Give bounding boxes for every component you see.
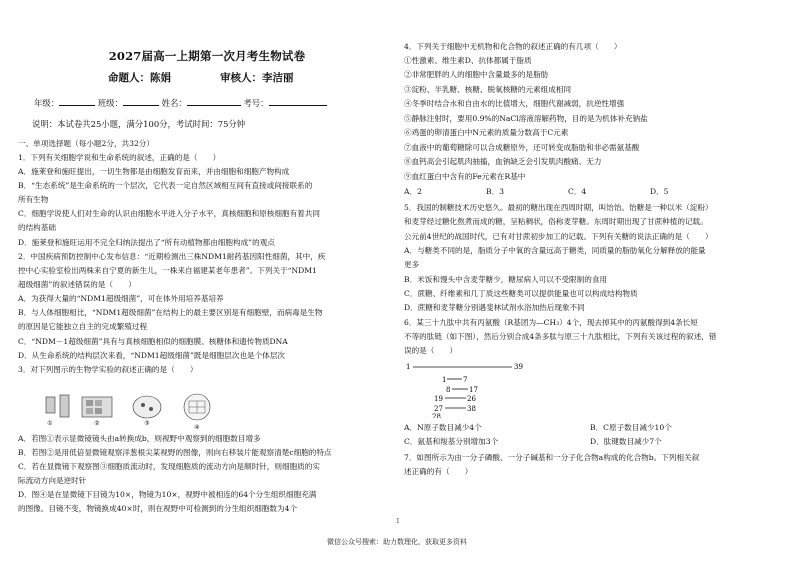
figure-label-3: ③ <box>144 420 150 427</box>
text-line: 所有生物 <box>18 195 49 204</box>
text-line: D．图④是在显微镜下目镜为10×，物镜为10×，视野中被相连的64个分生组织细胞充满 <box>18 490 317 499</box>
text-line: 7．如图所示为由一分子磷酸、一分子碱基和一分子化合物a构成的化合物b。下列相关叙 <box>404 453 700 462</box>
peptide-diagram <box>404 358 604 418</box>
label-1b: 1 <box>442 376 447 384</box>
exam-no-label: 考号： <box>243 98 269 108</box>
text-line: ⑧血钙高会引起肌肉抽搐，血钠缺乏会引发肌肉酸痛、无力 <box>404 157 602 166</box>
text-line: 误的是（ ） <box>404 346 458 355</box>
text-line: ①性激素、维生素D、抗体都属于脂质 <box>404 56 532 65</box>
option-a[interactable]: A．N原子数目减少4个 <box>404 423 482 432</box>
exam-no-field[interactable] <box>269 96 327 106</box>
label-19: 19 <box>434 395 443 403</box>
text-line: C．“NDM－1超级细菌”具有与真核细胞相似的细胞膜、核糖体和遗传物质DNA <box>18 337 288 346</box>
q6-options-row2 <box>404 435 776 449</box>
option-a[interactable]: A．2 <box>404 187 422 196</box>
text-line: ⑤静脉注射时，要用0.9%的NaCl溶液溶解药物，目的是为机体补充钠盐 <box>404 114 648 123</box>
option-b[interactable]: B．C原子数目减少10个 <box>590 423 672 432</box>
label-7: 7 <box>463 376 468 384</box>
text-line: ③淀粉、半乳糖、核糖、脱氧核糖的元素组成相同 <box>404 85 572 94</box>
text-line: 的原因是它能独立自主的完成繁殖过程 <box>18 322 148 331</box>
text-line: C．蔗糖、纤维素和几丁质这些糖类可以提供能量也可以构成结构物质 <box>404 289 638 298</box>
option-c[interactable]: C．4 <box>568 187 587 196</box>
label-17: 17 <box>469 386 478 394</box>
instructions: 说明：本试卷共25小题，满分100分，考试时间：75分钟 <box>32 119 246 129</box>
label-27: 27 <box>434 405 443 413</box>
text-line: A．与糖类不同的是，脂质分子中氧的含量远高于糖类，同质量的脂肪氧化分解释放的能量 <box>404 246 706 255</box>
page-number: 1 <box>396 518 400 525</box>
name-field[interactable] <box>187 96 241 106</box>
option-d[interactable]: D．5 <box>650 187 669 196</box>
grade-field[interactable] <box>59 96 95 106</box>
text-line: B．与人体细胞相比，“NDM1超级细菌”在结构上的最主要区别是有细胞壁，而病毒是生物 <box>18 308 323 317</box>
author-label: 命题人：陈娟 <box>108 72 171 84</box>
figure-label-4: ④ <box>194 424 200 431</box>
option-b[interactable]: B．3 <box>486 187 505 196</box>
text-line: A．施莱登和施旺提出，一切生物都是由细胞发育而来，并由细胞和细胞产物构成 <box>18 167 290 176</box>
text-line: A．若图①表示显微镜镜头由a转换成b，则视野中观察到的细胞数目增多 <box>18 434 261 443</box>
text-line: B．“生态系统”是生命系统的一个层次，它代表一定自然区域相互间有直接或间接联系的 <box>18 181 313 190</box>
grade-label: 年级： <box>34 98 60 108</box>
label-39: 39 <box>514 363 523 371</box>
text-line: 4．下列关于细胞中无机物和化合物的叙述正确的有几项（ ） <box>404 42 622 51</box>
text-line: 控中心实验室检出两株来自宁夏的新生儿，一株来自福建某老年患者”。下列关于“NDM1 <box>18 266 317 275</box>
exam-title: 2027届高一上期第一次月考生物试卷 <box>108 49 306 63</box>
text-line: 述正确的有（ ） <box>404 467 473 476</box>
text-line: D．蔗糖和麦芽糖分别遇斐林试剂水浴加热后现象不同 <box>404 303 585 312</box>
microscope-figure <box>42 391 222 431</box>
text-line: 的结构基础 <box>18 223 56 232</box>
cells-figure <box>82 397 112 427</box>
text-line: ②非常肥胖的人的细胞中含量最多的是脂肪 <box>404 70 549 79</box>
text-line: 6．某三十九肽中共有丙氨酸（R基团为—CH₃）4个，现去掉其中的丙氨酸得到4条长短 <box>404 318 698 327</box>
text-line: D．从生命系统的结构层次来看，“NDM1超级细菌”既是细胞层次也是个体层次 <box>18 351 286 360</box>
class-field[interactable] <box>123 96 159 106</box>
text-line: 不等的肽链（如下图），然后分别合成4条多肽与原三十九肽相比，下列有关该过程的叙述，错 <box>404 332 717 341</box>
text-line: 公元前4世纪的战国时代，已有对甘蔗初步加工的记载。下列有关糖的说法正确的是（ ） <box>404 232 713 241</box>
text-line: B．米饭和馒头中含麦芽糖少，糖尿病人可以不受限制的食用 <box>404 275 608 284</box>
figure-label-1: ① <box>47 420 53 427</box>
text-line: 更多 <box>404 260 420 269</box>
text-line: 和麦芽经过糖化熬煮而成的糖，呈粘稠状，俗称麦芽糖。东周时期出现了甘蔗种植的记载。 <box>404 217 708 226</box>
text-line: 1．下列有关细胞学说和生命系统的叙述，正确的是（ ） <box>18 153 221 162</box>
option-c[interactable]: C．氨基和羧基分别增加3个 <box>404 437 499 446</box>
q4-options <box>404 185 776 199</box>
text-line: 2．中国疾病预防控制中心发布信息：“近期检测出三株NDM1耐药基因阳性细菌，其中，疾 <box>18 252 326 261</box>
q6-options-row1 <box>404 421 776 435</box>
text-line: D．施莱登和施旺运用不完全归纳法提出了“所有动植物都由细胞构成”的观点 <box>18 238 275 247</box>
reviewer-label: 审核人：李洁丽 <box>220 72 294 84</box>
text-line: 际流动方向是逆时针 <box>18 476 87 485</box>
text-line: ⑨血红蛋白中含有的Fe元素在R基中 <box>404 172 526 181</box>
label-1: 1 <box>406 363 411 371</box>
section-heading: 一、单项选择题（每小题2分，共32分） <box>18 139 154 148</box>
class-label: 班级： <box>97 98 123 108</box>
text-line: ⑥鸡蛋的卵清蛋白中N元素的质量分数高于C元素 <box>404 128 569 137</box>
name-label: 姓名： <box>161 98 187 108</box>
option-d[interactable]: D．肽键数目减少7个 <box>590 437 662 446</box>
label-26: 26 <box>467 395 476 403</box>
field-figure <box>184 394 210 431</box>
footer-note: 微信公众号搜索：助力数理化，获取更多资料 <box>327 538 467 546</box>
text-line: 的图像。目镜不变，物镜换成40×时，则在视野中可检测到的分生组织细胞数为4个 <box>18 504 298 513</box>
label-28: 28 <box>432 413 441 418</box>
cytoplasm-figure <box>133 396 161 427</box>
text-line: ⑦血液中的葡萄糖除可以合成糖原外，还可转变成脂肪和非必需氨基酸 <box>404 143 640 152</box>
lens-figure <box>46 395 69 427</box>
text-line: A．为获得大量的“NDM1超级细菌”，可在体外用培养基培养 <box>18 294 224 303</box>
text-line: C．细胞学说使人们对生命的认识由细胞水平进入分子水平，真核细胞和原核细胞有着共同 <box>18 209 320 218</box>
label-38: 38 <box>467 405 476 413</box>
label-8: 8 <box>446 386 451 394</box>
text-line: ④冬季时结合水和自由水的比值增大，细胞代谢减弱，抗逆性增强 <box>404 99 625 108</box>
text-line: B．若图②是用低倍显微镜观察洋葱根尖某视野的图像，则向右移装片能观察清楚c细胞的特点 <box>18 448 332 457</box>
text-line: 5．我国的制糖技术历史悠久。最初的糖出现在西周时期，叫饴饴。饴糖是一种以米（淀粉） <box>404 203 713 212</box>
text-line: C．若在显微镜下观察图③细胞质流动时，发现细胞质的流动方向是顺时针，则细胞质的实 <box>18 462 320 471</box>
student-info-line <box>34 96 327 111</box>
text-line: 3．对下列图示的生物学实验的叙述正确的是（ ） <box>18 365 198 374</box>
text-line: 超级细菌”的叙述错误的是（ ） <box>18 280 136 289</box>
figure-label-2: ② <box>94 420 100 427</box>
